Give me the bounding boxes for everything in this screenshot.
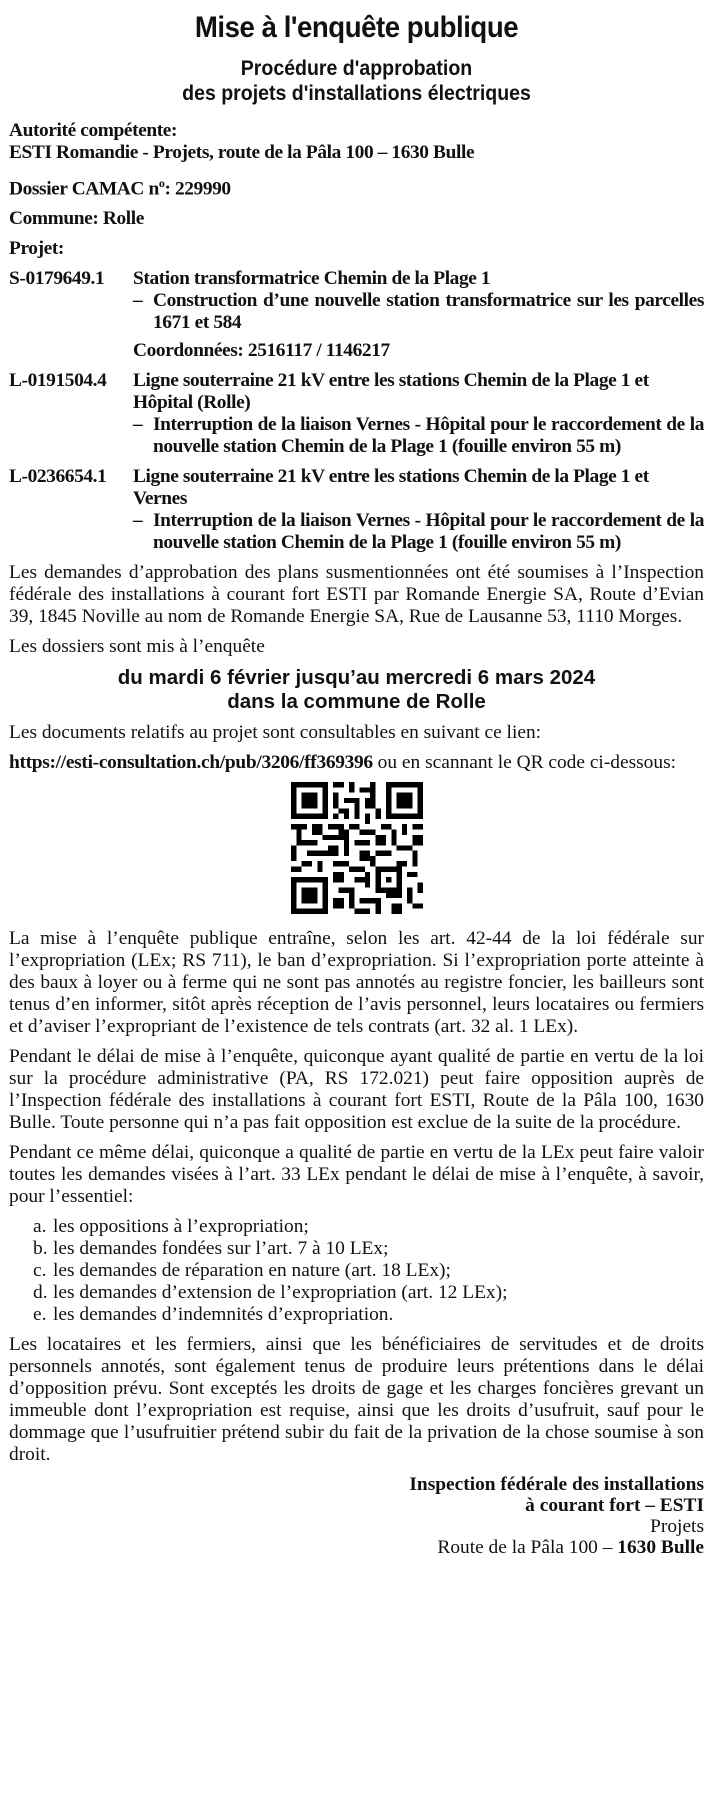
signature-line-4 — [9, 1537, 704, 1558]
signature-line-1: Inspection fédérale des installations — [409, 1474, 704, 1496]
project-code: S-0179649.1 — [9, 268, 105, 290]
authority-value: ESTI Romandie - Projets, route de la Pâla 100 – 1630 Bulle — [9, 142, 475, 163]
dossier-number — [9, 172, 704, 200]
project-detail: Interruption de la liaison Vernes - Hôpital pour le raccordement de la nouvelle station Chemin de la Plage 1 (fouille environ 55 m) — [153, 510, 704, 554]
submission-paragraph: Les demandes d’approbation des plans susmentionnées ont été soumises à l’Inspection fédérale des installations à courant fort ESTI par Romande Energie SA, Route d’Evian 39, 1845 Noville au nom de Romande Energie SA, Rue de Lausanne 53, 1110 Morges. — [9, 562, 704, 628]
authority-label: Autorité compétente: — [9, 120, 178, 141]
claim-text: les oppositions à l’expropriation; — [53, 1216, 309, 1238]
claim-text: les demandes fondées sur l’art. 7 à 10 LEx; — [53, 1238, 389, 1260]
dossier-label: Dossier CAMAC n — [9, 178, 159, 200]
claim-item — [33, 1282, 704, 1304]
dossier-superscript: o — [158, 176, 165, 190]
period-dates: du mardi 6 février jusqu’au mercredi 6 mars 2024 — [117, 666, 596, 690]
link-suffix: ou en scannant le QR code ci-dessous: — [372, 752, 676, 774]
qr-code-icon[interactable] — [291, 782, 423, 914]
claim-item — [33, 1216, 704, 1238]
project-detail: Construction d’une nouvelle station transformatrice sur les parcelles 1671 et 584 — [153, 290, 704, 334]
project-coordinates: Coordonnées: 2516117 / 1146217 — [133, 340, 390, 362]
period-commune: dans la commune de Rolle — [227, 690, 486, 714]
signature-block — [9, 1474, 704, 1558]
claim-item — [33, 1304, 704, 1326]
signature-city: 1630 Bulle — [617, 1537, 704, 1559]
project-title: Station transformatrice Chemin de la Plage 1 — [133, 268, 491, 290]
commune: Commune: Rolle — [9, 208, 144, 230]
claim-letter: c. — [33, 1260, 47, 1282]
project-item — [9, 370, 704, 458]
claim-letter: e. — [33, 1304, 47, 1326]
dossier-value: : 229990 — [164, 178, 231, 200]
enquiry-period — [9, 666, 704, 714]
project-item — [9, 268, 704, 370]
authority — [9, 120, 704, 164]
claim-text: les demandes d’extension de l’expropriation (art. 12 LEx); — [53, 1282, 508, 1304]
claim-letter: a. — [33, 1216, 47, 1238]
consultation-link[interactable]: https://esti-consultation.ch/pub/3206/ff369396 — [9, 752, 373, 774]
claim-text: les demandes d’indemnités d’expropriation. — [53, 1304, 394, 1326]
claim-item — [33, 1260, 704, 1282]
dash-bullet: – — [133, 290, 143, 312]
projects-label: Projet: — [9, 238, 64, 260]
subtitle-line-2: des projets d'installations électriques — [182, 82, 531, 105]
documents-intro: Les documents relatifs au projet sont consultables en suivant ce lien: — [9, 722, 542, 744]
signature-line-2: à courant fort – ESTI — [525, 1495, 704, 1517]
project-detail: Interruption de la liaison Vernes - Hôpital pour le raccordement de la nouvelle station Chemin de la Plage 1 (fouille environ 55 m) — [153, 414, 704, 458]
tenants-paragraph: Les locataires et les fermiers, ainsi que les bénéficiaires de servitudes et de droits personnels annotés, sont également tenus de produire leurs prétentions dans le délai d’opposition prévu. Sont exceptés les droits de gage et les charges foncières grevant un immeuble dont l’expropriation est requise, ainsi que les droits d’usufruit, sauf pour le dommage que l’usufruitier prétend subir du fait de la privation de la chose soumise à son droit. — [9, 1334, 704, 1466]
page-subtitle — [33, 56, 679, 106]
subtitle-line-1: Procédure d'approbation — [240, 57, 473, 80]
project-code: L-0191504.4 — [9, 370, 107, 392]
dash-bullet: – — [133, 414, 143, 436]
claims-list — [9, 1216, 704, 1326]
project-item — [9, 466, 704, 554]
claim-letter: b. — [33, 1238, 48, 1260]
dash-bullet: – — [133, 510, 143, 532]
project-title: Ligne souterraine 21 kV entre les stations Chemin de la Plage 1 et Vernes — [133, 466, 649, 510]
claim-text: les demandes de réparation en nature (art. 18 LEx); — [53, 1260, 451, 1282]
dossiers-intro: Les dossiers sont mis à l’enquête — [9, 636, 265, 658]
project-code: L-0236654.1 — [9, 466, 107, 488]
claim-item — [33, 1238, 704, 1260]
expropriation-paragraph: La mise à l’enquête publique entraîne, selon les art. 42-44 de la loi fédérale sur l’expropriation (LEx; RS 711), le ban d’expropriation. Si l’expropriation porte atteinte à des baux à loyer ou à ferme qui ne sont pas annotés au registre foncier, les bailleurs sont tenus d’en informer, sitôt après réception de l’avis personnel, leurs locataires ou fermiers et d’aviser l’expropriant de l’existence de tels contrats (art. 32 al. 1 LEx). — [9, 928, 704, 1038]
opposition-paragraph: Pendant le délai de mise à l’enquête, quiconque ayant qualité de partie en vertu de la loi sur la procédure administrative (PA, RS 172.021) peut faire opposition auprès de l’Inspection fédérale des installations à courant fort ESTI, Route de la Pâla 100, 1630 Bulle. Toute personne qui n’a pas fait opposition est exclue de la suite de la procédure. — [9, 1046, 704, 1134]
project-title: Ligne souterraine 21 kV entre les stations Chemin de la Plage 1 et Hôpital (Rolle) — [133, 370, 649, 414]
claim-letter: d. — [33, 1282, 48, 1304]
claims-intro-paragraph: Pendant ce même délai, quiconque a qualité de partie en vertu de la LEx peut faire valoir toutes les demandes visées à l’art. 33 LEx pendant le délai de mise à l’enquête, à savoir, pour l’essentiel: — [9, 1142, 704, 1208]
signature-line-3: Projets — [650, 1516, 704, 1538]
page-title: Mise à l'enquête publique — [194, 11, 519, 44]
signature-address: Route de la Pâla 100 – — [437, 1537, 618, 1559]
documents-link-paragraph — [9, 752, 704, 774]
